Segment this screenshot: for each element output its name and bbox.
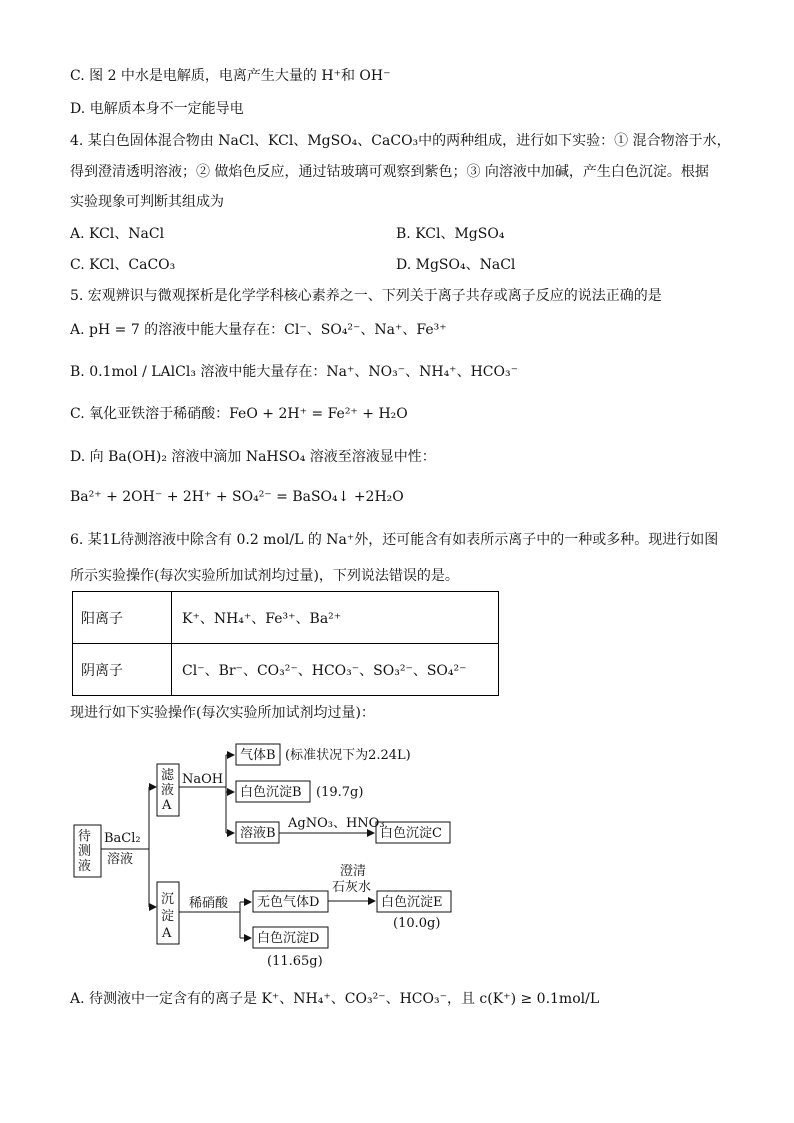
filtrate-a-label-3: A [162, 798, 172, 813]
q4-option-c: C. KCl、CaCO₃ [70, 257, 176, 273]
q5-option-c: C. 氧化亚铁溶于稀硝酸：FeO + 2H⁺ = Fe²⁺ + H₂O [70, 406, 408, 422]
q4-stem-line2: 得到澄清透明溶液；② 做焰色反应，通过钴玻璃可观察到紫色；③ 向溶液中加碱，产生白色沉淀。根据 [70, 164, 709, 180]
white-c-label: 白色沉淀C [380, 826, 442, 841]
q3-option-c: C. 图 2 中水是电解质，电离产生大量的 H⁺和 OH⁻ [70, 68, 391, 84]
q6-stem-line2: 所示实验操作(每次实验所加试剂均过量)，下列说法错误的是。 [70, 568, 459, 584]
reagent-solution: 溶液 [107, 852, 134, 867]
filtrate-a-label-2: 液 [161, 783, 175, 798]
table-row [73, 592, 499, 644]
q4-option-b: B. KCl、MgSO₄ [396, 226, 505, 242]
start-label-1: 待 [78, 829, 92, 844]
anion-list: Cl⁻、Br⁻、CO₃²⁻、HCO₃⁻、SO₃²⁻、SO₄²⁻ [172, 644, 499, 696]
q4-stem-line3: 实验现象可判断其组成为 [70, 194, 224, 210]
q6-stem-line1: 6. 某1L待测溶液中除含有 0.2 mol/L 的 Na⁺外，还可能含有如表所示离子中的一种或多种。现进行如图 [70, 532, 719, 548]
q4-option-d: D. MgSO₄、NaCl [396, 257, 516, 273]
dilute-hno3-label: 稀硝酸 [189, 896, 229, 911]
q3-option-d: D. 电解质本身不一定能导电 [70, 101, 244, 117]
q5-option-d-equation: Ba²⁺ + 2OH⁻ + 2H⁺ + SO₄²⁻ = BaSO₄↓ +2H₂O [70, 489, 404, 505]
q5-stem: 5. 宏观辨识与微观探析是化学学科核心素养之一、下列关于离子共存或离子反应的说法正确的是 [70, 288, 662, 304]
ion-table [72, 591, 499, 696]
filtrate-a-label-1: 滤 [161, 768, 175, 783]
experiment-flowchart [70, 737, 470, 972]
q5-option-d: D. 向 Ba(OH)₂ 溶液中滴加 NaHSO₄ 溶液至溶液显中性： [70, 449, 436, 465]
white-e-label: 白色沉淀E [381, 895, 443, 910]
q6-option-a: A. 待测液中一定含有的离子是 K⁺、NH₄⁺、CO₃²⁻、HCO₃⁻，且 c(K⁺) ≥ 0.1mol/L [70, 991, 600, 1007]
limewater-label-1: 澄清 [340, 864, 367, 879]
anion-label: 阴离子 [73, 644, 172, 696]
table-row [73, 644, 499, 696]
solution-b-label: 溶液B [240, 826, 276, 841]
q5-option-a: A. pH = 7 的溶液中能大量存在：Cl⁻、SO₄²⁻、Na⁺、Fe³⁺ [70, 322, 447, 338]
reagent-bacl2: BaCl₂ [104, 831, 141, 846]
precip-a-label-2: 淀 [161, 909, 175, 924]
precip-a-label-3: A [162, 926, 172, 941]
q5-option-b: B. 0.1mol / LAlCl₃ 溶液中能大量存在：Na⁺、NO₃⁻、NH₄⁺、HCO₃⁻ [70, 364, 518, 380]
naoh-label: NaOH [182, 772, 224, 787]
cation-label: 阳离子 [73, 592, 172, 644]
gas-b-note: (标准状况下为2.24L) [285, 748, 411, 763]
q4-stem-line1: 4. 某白色固体混合物由 NaCl、KCl、MgSO₄、CaCO₃中的两种组成，进行如下实验：① 混合物溶于水， [70, 133, 731, 149]
white-b-mass: (19.7g) [316, 785, 364, 800]
white-e-mass: (10.0g) [393, 916, 441, 931]
white-d-mass: (11.65g) [267, 954, 323, 969]
white-b-label: 白色沉淀B [240, 785, 302, 800]
precip-a-label-1: 沉 [161, 892, 175, 907]
cation-list: K⁺、NH₄⁺、Fe³⁺、Ba²⁺ [172, 592, 499, 644]
agno3-hno3-label: AgNO₃、HNO₃ [288, 816, 385, 831]
q6-intro: 现进行如下实验操作(每次实验所加试剂均过量)： [70, 705, 375, 721]
limewater-label-2: 石灰水 [332, 880, 372, 895]
start-label-3: 液 [78, 859, 92, 874]
gas-b-label: 气体B [240, 748, 276, 763]
white-d-label: 白色沉淀D [257, 931, 320, 946]
q4-option-a: A. KCl、NaCl [70, 226, 165, 242]
start-label-2: 测 [78, 844, 92, 859]
gas-d-label: 无色气体D [257, 895, 320, 910]
